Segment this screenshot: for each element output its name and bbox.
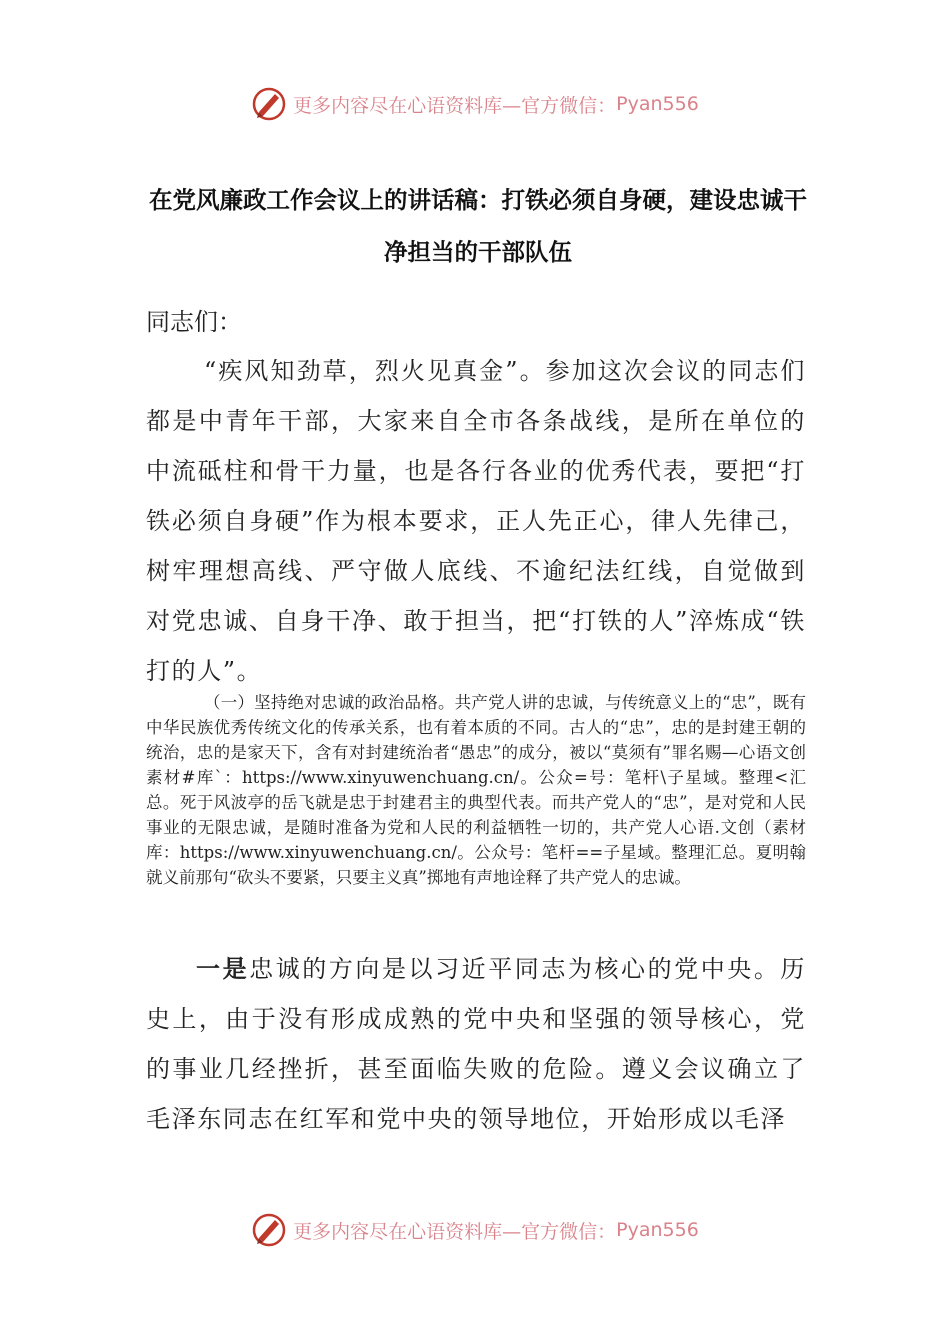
paragraph-opening: “疾风知劲草，烈火见真金”。参加这次会议的同志们都是中青年干部，大家来自全市各条战线，是所在单位的中流砥柱和骨干力量，也是各行各业的优秀代表，要把“打铁必须自身硬”作为根本要求，正人先正心，律人先律己，树牢理想高线、严守做人底线、不逾纪法红线，自觉做到对党忠诚、自身干净、敢于担当，把“打铁的人”淬炼成“铁打的人”。 xyxy=(146,357,806,685)
paragraph-point-one xyxy=(146,944,806,1144)
salutation: 同志们： xyxy=(146,308,242,336)
page-title: 在党风廉政工作会议上的讲话稿：打铁必须自身硬，建设忠诚干净担当的干部队伍 xyxy=(149,186,807,266)
banner-wechat-id: Pyan556 xyxy=(616,93,699,115)
banner-wechat-id: Pyan556 xyxy=(616,1219,699,1241)
banner-text: 更多内容尽在心语资料库—官方微信： xyxy=(293,94,617,117)
banner-text: 更多内容尽在心语资料库—官方微信： xyxy=(293,1220,617,1243)
point-lead: 一是 xyxy=(196,955,250,983)
section-one-text: （一）坚持绝对忠诚的政治品格。共产党人讲的忠诚，与传统意义上的“忠”，既有中华民族优秀传统文化的传承关系，也有着本质的不同。古人的“忠”，忠的是封建王朝的统治，忠的是家天下，含有对封建统治者“愚忠”的成分，被以“莫须有”罪名赐—心语文创素材#库`：https://www.xinyuwenchuang.cn/。公众=号：笔杆\子星域。整理<汇总。死于风波亭的岳飞就是忠于封建君主的典型代表。而共产党人的“忠”，是对党和人民事业的无限忠诚，是随时准备为党和人民的利益牺牲一切的，共产党人心语.文创（素材库：https://www.xinyuwenchuang.cn/。公众号：笔杆==子星域。整理汇总。夏明翰就义前那句“砍头不要紧，只要主义真”掷地有声地诠释了共产党人的忠诚。 xyxy=(146,693,806,887)
header-banner xyxy=(0,84,950,124)
pen-logo-icon xyxy=(251,86,287,122)
point-text: 忠诚的方向是以习近平同志为核心的党中央。历史上，由于没有形成成熟的党中央和坚强的领导核心，党的事业几经挫折，甚至面临失败的危险。遵义会议确立了毛泽东同志在红军和党中央的领导地位，开始形成以毛泽 xyxy=(146,955,807,1133)
pen-logo-icon xyxy=(251,1212,287,1248)
footer-banner xyxy=(0,1210,950,1250)
